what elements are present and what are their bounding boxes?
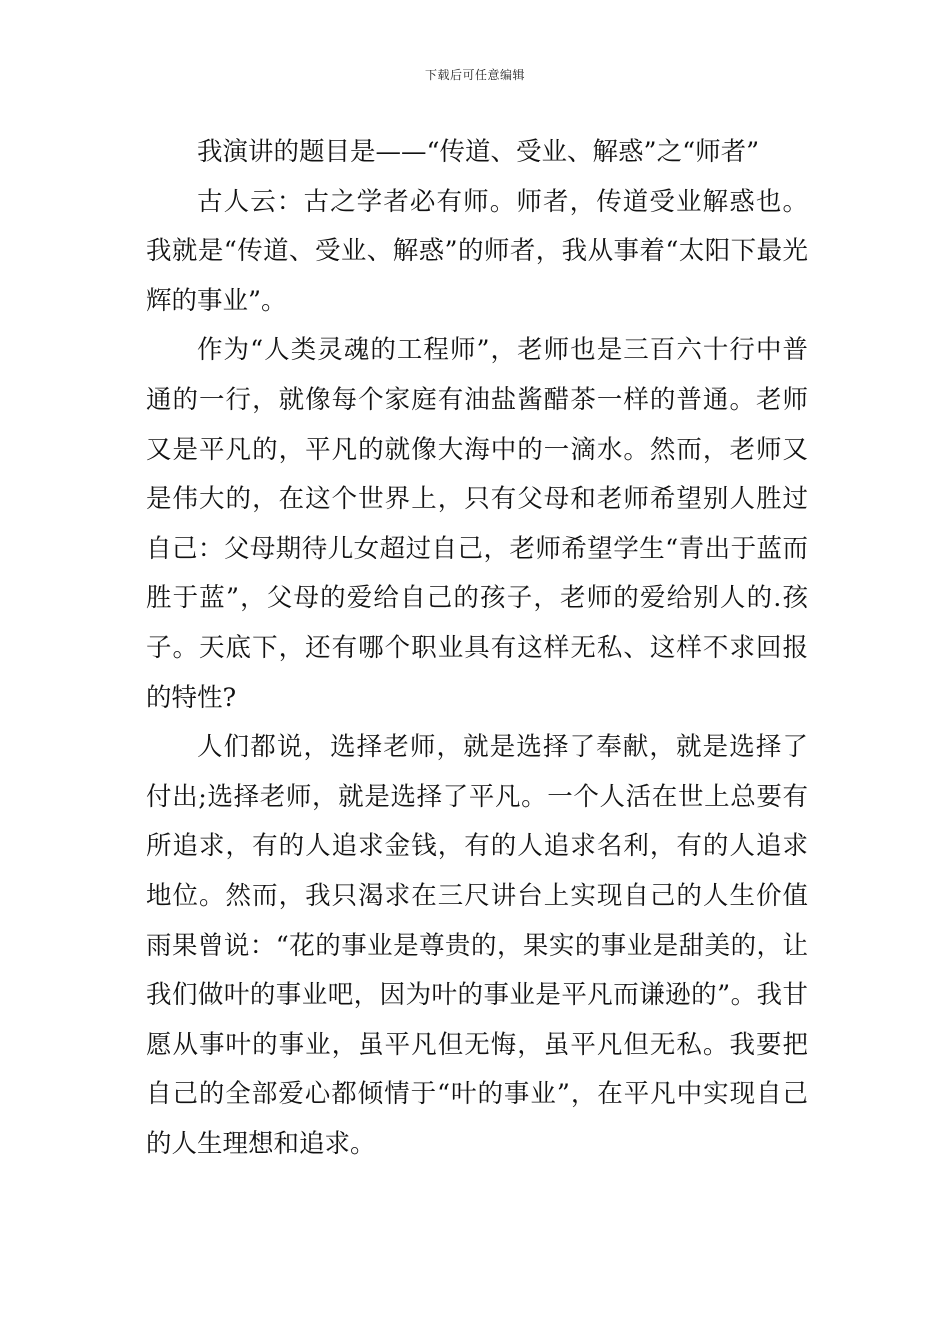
page-header: 下载后可任意编辑 — [424, 68, 525, 82]
paragraph-choosing-teaching: 人们都说，选择老师，就是选择了奉献，就是选择了付出;选择老师，就是选择了平凡。一个人活在世上总要有所追求，有的人追求金钱，有的人追求名利，有的人追求地位。然而，我只渴求在三尺讲台上实现自己的人生价值雨果曾说：“花的事业是尊贵的，果实的事业是甜美的，让我们做叶的事业吧，因为叶的事业是平凡而谦逊的”。我甘愿从事叶的事业，虽平凡但无悔，虽平凡但无私。我要把自己的全部爱心都倾情于“叶的事业”，在平凡中实现自己的人生理想和追求。 — [146, 732, 808, 1159]
paragraph-speech-title: 我演讲的题目是——“传道、受业、解惑”之“师者” — [197, 137, 760, 167]
document-body — [146, 128, 808, 1169]
paragraph-ancient-saying: 古人云：古之学者必有师。师者，传道受业解惑也。我就是“传道、受业、解惑”的师者，我从事着“太阳下最光辉的事业”。 — [146, 186, 808, 316]
paragraph-teacher-role: 作为“人类灵魂的工程师”，老师也是三百六十行中普通的一行，就像每个家庭有油盐酱醋茶一样的普通。老师又是平凡的，平凡的就像大海中的一滴水。然而，老师又是伟大的，在这个世界上，只有父母和老师希望别人胜过自己：父母期待儿女超过自己，老师希望学生“青出于蓝而胜于蓝”，父母的爱给自己的孩子，老师的爱给别人的.孩子。天底下，还有哪个职业具有这样无私、这样不求回报的特性? — [146, 335, 808, 713]
